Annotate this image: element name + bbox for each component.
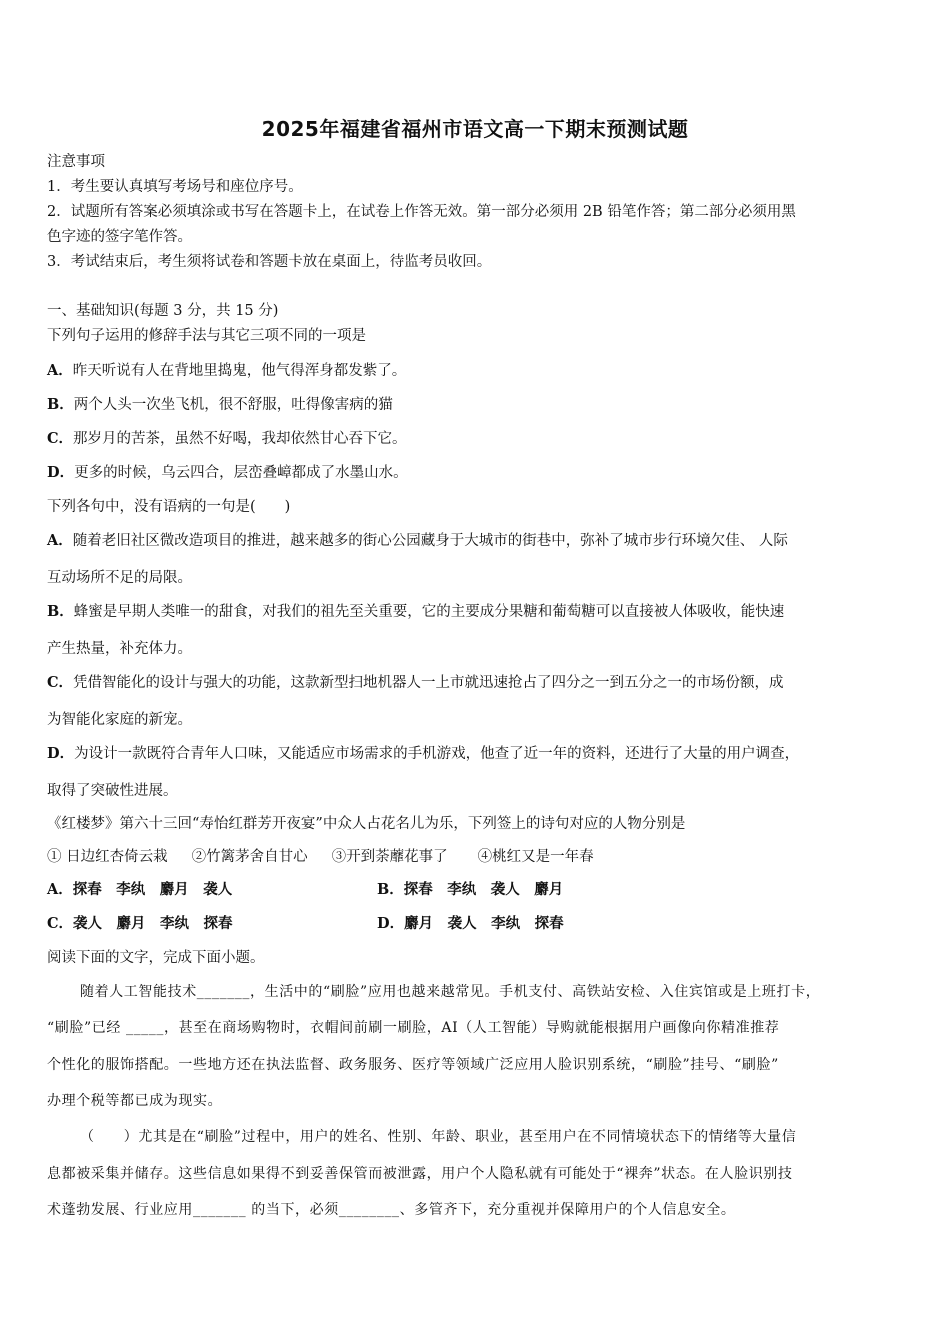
q1-option-a xyxy=(47,361,406,381)
option-text: 两个人头一次坐飞机，很不舒服，吐得像害病的猫 xyxy=(73,397,393,413)
q2-option-d-cont: 取得了突破性进展。 xyxy=(47,783,178,799)
option-label: C． xyxy=(47,430,74,447)
q3-option-a xyxy=(47,880,232,900)
q2-option-d xyxy=(47,744,799,764)
q3-option-c xyxy=(47,914,233,934)
option-label: D． xyxy=(47,745,75,762)
q3-option-d xyxy=(377,914,564,934)
notice-heading: 注意事项 xyxy=(47,154,105,170)
q2-option-a-cont: 互动场所不足的局限。 xyxy=(47,570,192,586)
q2-option-c xyxy=(47,673,784,693)
reading-p1-line1: 随着人工智能技术_______，生活中的“刷脸”应用也越来越常见。手机支付、高铁站安检、入住宾馆或是上班打卡， xyxy=(80,984,821,1000)
q1-stem: 下列句子运用的修辞手法与其它三项不同的一项是 xyxy=(47,328,366,344)
option-text: 凭借智能化的设计与强大的功能，这款新型扫地机器人一上市就迅速抢占了四分之一到五分之一的市场份额，成 xyxy=(73,675,784,691)
option-text: 昨天听说有人在背地里捣鬼，他气得浑身都发紫了。 xyxy=(72,363,407,379)
notice-item-1: 1．考生要认真填写考场号和座位序号。 xyxy=(47,179,303,195)
reading-p1-line2: “刷脸”已经 _____，甚至在商场购物时，衣帽间前刷一刷脸，AI（人工智能）导购就能根据用户画像向你精准推荐 xyxy=(47,1020,780,1036)
option-label: A． xyxy=(47,881,73,898)
q3-option-b xyxy=(377,880,563,900)
q2-option-b-cont: 产生热量，补充体力。 xyxy=(47,641,192,657)
option-text: 探春 李纨 袭人 麝月 xyxy=(403,881,564,898)
option-text: 探春 李纨 麝月 袭人 xyxy=(72,881,233,898)
reading-p2-line2: 息都被采集并储存。这些信息如果得不到妥善保管而被泄露，用户个人隐私就有可能处于“裸奔”状态。在人脸识别技 xyxy=(47,1166,793,1182)
poem-2: ②竹篱茅舍自甘心 xyxy=(191,849,308,865)
q3-stem: 《红楼梦》第六十三回“寿怡红群芳开夜宴”中众人占花名儿为乐，下列签上的诗句对应的人物分别是 xyxy=(47,816,686,832)
option-label: D． xyxy=(47,464,75,481)
option-text: 袭人 麝月 李纨 探春 xyxy=(73,915,233,932)
notice-item-2-cont: 色字迹的签字笔作答。 xyxy=(47,229,192,245)
q1-option-c xyxy=(47,429,407,449)
option-text: 那岁月的苦茶，虽然不好喝，我却依然甘心吞下它。 xyxy=(73,431,407,447)
option-label: B． xyxy=(377,881,404,898)
option-text: 随着老旧社区微改造项目的推进，越来越多的街心公园藏身于大城市的街巷中，弥补了城市步行环境欠佳、 人际 xyxy=(72,533,788,549)
option-label: C． xyxy=(47,674,74,691)
q3-poems xyxy=(47,847,594,867)
reading-p2-line1: （ ）尤其是在“刷脸”过程中，用户的姓名、性别、年龄、职业，甚至用户在不同情境状态下的情绪等大量信 xyxy=(80,1129,797,1145)
option-label: A． xyxy=(47,532,73,549)
q1-option-d xyxy=(47,463,408,483)
poem-3: ③开到荼蘼花事了 xyxy=(331,849,448,865)
notice-item-2: 2．试题所有答案必须填涂或书写在答题卡上，在试卷上作答无效。第一部分必须用 2B 铅笔作答；第二部分必须用黑 xyxy=(47,204,796,220)
poem-4: ④桃红又是一年春 xyxy=(477,849,594,865)
q1-option-b xyxy=(47,395,393,415)
option-text: 蜂蜜是早期人类唯一的甜食，对我们的祖先至关重要，它的主要成分果糖和葡萄糖可以直接被人体吸收，能快速 xyxy=(73,604,785,620)
q2-stem: 下列各句中，没有语病的一句是( ) xyxy=(47,499,291,515)
option-label: B． xyxy=(47,603,74,620)
reading-p2-line3: 术蓬勃发展、行业应用_______ 的当下，必须________、多管齐下，充分重视并保障用户的个人信息安全。 xyxy=(47,1202,736,1218)
section-heading: 一、基础知识(每题 3 分，共 15 分) xyxy=(47,303,279,319)
reading-p1-line3: 个性化的服饰搭配。一些地方还在执法监督、政务服务、医疗等领域广泛应用人脸识别系统，“刷脸”挂号、“刷脸” xyxy=(47,1057,779,1073)
q2-option-a xyxy=(47,531,788,551)
q2-option-c-cont: 为智能化家庭的新宠。 xyxy=(47,712,192,728)
option-text: 麝月 袭人 李纨 探春 xyxy=(404,915,564,932)
option-label: A． xyxy=(47,362,73,379)
page-title: 2025年福建省福州市语文高一下期末预测试题 xyxy=(261,117,689,141)
reading-p1-line4: 办理个税等都已成为现实。 xyxy=(47,1093,223,1109)
poem-1: ① 日边红杏倚云栽 xyxy=(47,849,168,865)
reading-intro: 阅读下面的文字，完成下面小题。 xyxy=(47,950,265,966)
option-text: 更多的时候，乌云四合，层峦叠嶂都成了水墨山水。 xyxy=(74,465,408,481)
notice-item-3: 3．考试结束后，考生须将试卷和答题卡放在桌面上，待监考员收回。 xyxy=(47,254,492,270)
option-label: B． xyxy=(47,396,74,413)
option-text: 为设计一款既符合青年人口味，又能适应市场需求的手机游戏，他查了近一年的资料，还进行了大量的用户调查， xyxy=(74,746,800,762)
q2-option-b xyxy=(47,602,784,622)
option-label: C． xyxy=(47,915,74,932)
option-label: D． xyxy=(377,915,405,932)
